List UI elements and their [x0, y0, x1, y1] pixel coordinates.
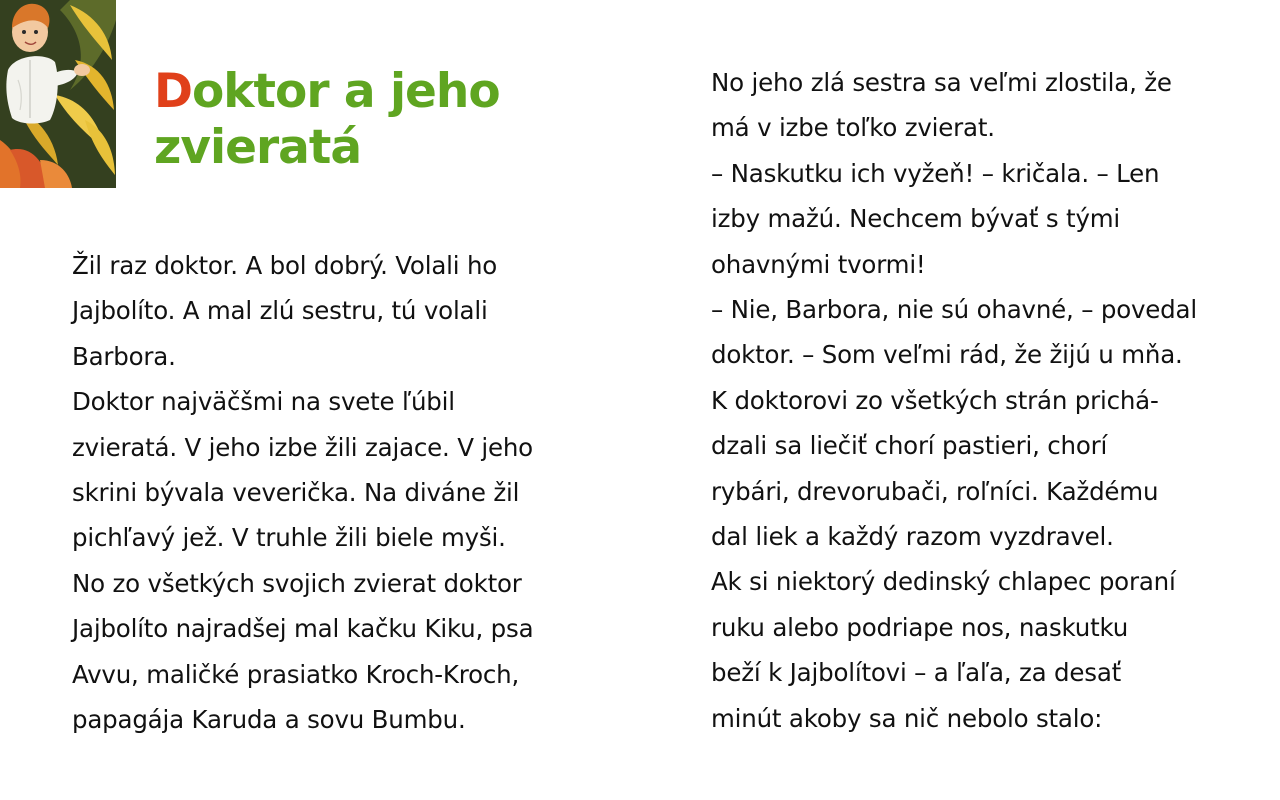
text-line: Jajbolíto najradšej mal kačku Kiku, psa — [72, 614, 534, 644]
title-line1: oktor a jeho — [192, 64, 500, 119]
text-line: dal liek a každý razom vyzdravel. — [711, 522, 1114, 552]
text-line: No zo všetkých svojich zvierat doktor — [72, 568, 522, 598]
text-line: ohavnými tvormi! — [711, 249, 926, 279]
boy-with-plants-illustration-icon — [0, 0, 116, 188]
text-line: Jajbolíto. A mal zlú sestru, tú volali — [72, 296, 488, 326]
text-line: Doktor najväčšmi na svete ľúbil — [72, 387, 455, 417]
text-line: papagája Karuda a sovu Bumbu. — [72, 705, 466, 735]
text-line: izby mažú. Nechcem bývať s tými — [711, 204, 1121, 234]
text-line: pichľavý jež. V truhle žili biele myši. — [72, 523, 506, 553]
text-line: Ak si niektorý dedinský chlapec poraní — [711, 567, 1176, 597]
text-line: minút akoby sa nič nebolo stalo: — [711, 703, 1103, 733]
title-initial: D — [154, 64, 193, 119]
text-line: beží k Jajbolítovi – a ľaľa, za desať — [711, 658, 1122, 688]
right-text-column — [711, 60, 1197, 741]
text-line: zvieratá. V jeho izbe žili zajace. V jeho — [72, 432, 533, 462]
text-line: Barbora. — [72, 341, 176, 371]
story-title — [154, 64, 500, 176]
text-line: Žil raz doktor. A bol dobrý. Volali ho — [72, 251, 498, 280]
text-line: No jeho zlá sestra sa veľmi zlostila, že — [711, 68, 1172, 97]
text-line: má v izbe toľko zvierat. — [711, 113, 995, 143]
text-line: – Naskutku ich vyžeň! – kričala. – Len — [711, 158, 1160, 188]
text-line: rybári, drevorubači, roľníci. Každému — [711, 476, 1159, 506]
title-line2: zvieratá — [154, 120, 362, 175]
left-text-column — [72, 243, 533, 742]
text-line: – Nie, Barbora, nie sú ohavné, – povedal — [711, 295, 1197, 325]
text-line: K doktorovi zo všetkých strán prichá- — [711, 385, 1159, 415]
text-line: skrini bývala veverička. Na diváne žil — [72, 478, 520, 508]
text-line: Avvu, maličké prasiatko Kroch-Kroch, — [72, 659, 520, 689]
text-line: doktor. – Som veľmi rád, že žijú u mňa. — [711, 340, 1183, 370]
text-line: ruku alebo podriape nos, naskutku — [711, 612, 1129, 642]
text-line: dzali sa liečiť chorí pastieri, chorí — [711, 431, 1108, 461]
